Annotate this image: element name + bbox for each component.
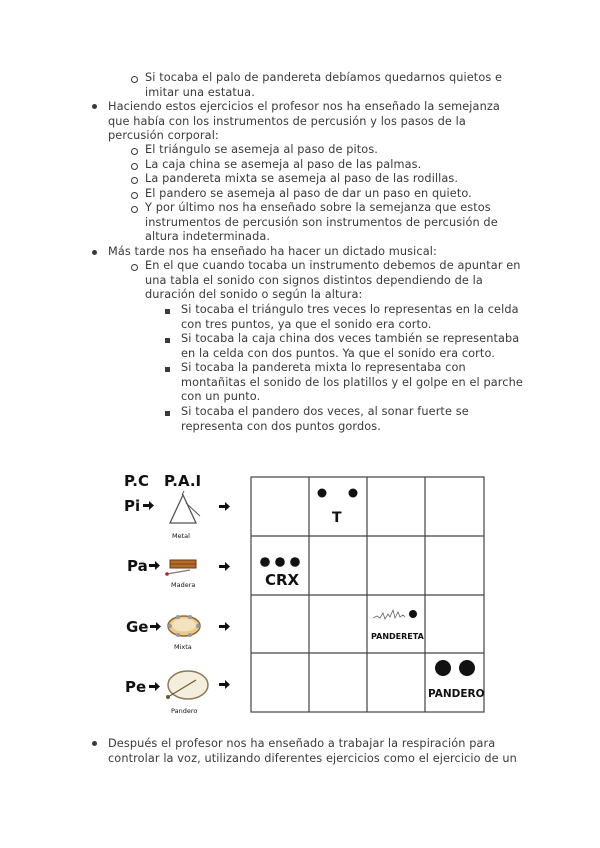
list-item: Si tocaba el palo de pandereta debíamos quedarnos quietos e imitar una estatua. [145, 71, 503, 99]
triangle-icon [170, 491, 200, 523]
cell-label: CRX [265, 571, 300, 589]
note-dot [409, 610, 417, 618]
wood-block-icon [165, 560, 196, 576]
frame-drum-icon [166, 671, 208, 699]
material-label: Metal [172, 532, 190, 540]
list-item: Si tocaba la pandereta mixta lo representaba con montañitas el sonido de los platillos y el golpe en el parche con un punto. [181, 361, 523, 404]
list-item: La caja china se asemeja al paso de las palmas. [145, 158, 422, 171]
tambourine-icon [168, 615, 200, 637]
jingle-mark [373, 610, 405, 619]
note-dot [290, 557, 300, 567]
list-item: La pandereta mixta se asemeja al paso de las rodillas. [145, 172, 459, 185]
note-dot [349, 489, 358, 498]
header-pai: P.A.I [164, 472, 202, 490]
cell-label: PANDERETA [371, 632, 424, 641]
material-label: Mixta [174, 643, 192, 651]
list-item: El triángulo se asemeja al paso de pitos. [145, 143, 378, 156]
material-label: Madera [171, 581, 196, 589]
list-item: Después el profesor nos ha enseñado a trabajar la respiración para controlar la voz, utilizando diferentes ejercicios como el ejercicio de un [108, 737, 517, 765]
arrow-icon [143, 501, 161, 691]
list-item: Más tarde nos ha enseñado ha hacer un dictado musical: [108, 245, 437, 258]
list-item: En el que cuando tocaba un instrumento debemos de apuntar en una tabla el sonido con signos distintos dependiendo de la duración del sonido o según la altura: [145, 259, 521, 302]
cell-label: PANDERO [428, 688, 485, 700]
bullet-marker [92, 741, 97, 746]
note-dot [435, 660, 451, 676]
row-code: Pa [127, 557, 148, 575]
header-pc: P.C [124, 472, 149, 490]
list-item: Haciendo estos ejercicios el profesor nos ha enseñado la semejanza que había con los instrumentos de percusión y los pasos de la percusión corporal: [108, 100, 500, 143]
list-item: Y por último nos ha enseñado sobre la semejanza que estos instrumentos de percusión son instrumentos de percusión de altura indeterminada. [145, 201, 498, 244]
arrow-icon [219, 502, 230, 689]
row-code: Ge [126, 618, 149, 636]
dictation-grid [251, 477, 484, 712]
list-item: Si tocaba el pandero dos veces, al sonar fuerte se representa con dos puntos gordos. [181, 405, 469, 433]
row-code: Pi [124, 497, 141, 515]
note-dot [260, 557, 270, 567]
note-dot [318, 489, 327, 498]
note-dot [459, 660, 475, 676]
list-item: Si tocaba la caja china dos veces también se representaba en la celda con dos puntos. Ya que el sonido era corto. [181, 332, 520, 360]
material-label: Pandero [171, 707, 198, 715]
cell-label: T [332, 510, 342, 526]
list-item: El pandero se asemeja al paso de dar un paso en quieto. [145, 187, 472, 200]
list-item: Si tocaba el triángulo tres veces lo representas en la celda con tres puntos, ya que el sonido era corto. [181, 303, 519, 331]
row-code: Pe [125, 678, 147, 696]
note-dot [275, 557, 285, 567]
